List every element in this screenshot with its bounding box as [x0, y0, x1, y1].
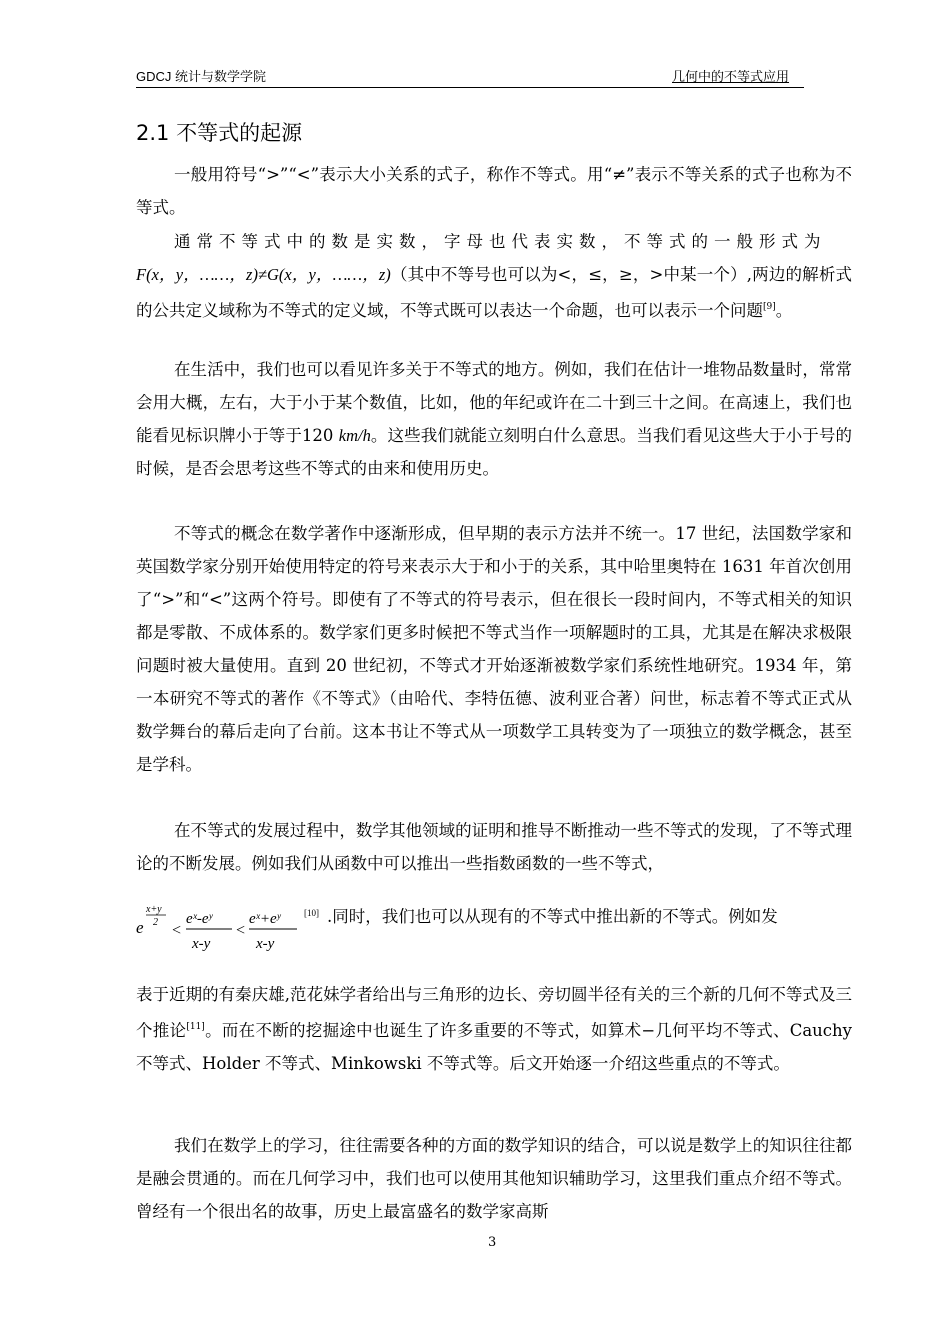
- citation-11: [11]: [186, 1022, 205, 1032]
- formula-exp-den: 2: [153, 917, 158, 928]
- formula-tail-text: .同时，我们也可以从现有的不等式中推出新的不等式。例如发: [327, 907, 778, 926]
- formula-base: e: [136, 918, 144, 937]
- paragraph-4: 不等式的概念在数学著作中逐渐形成，但早期的表示方法并不统一。17 世纪，法国数学家和英国数学家分别开始使用特定的符号来表示大于和小于的关系，其中哈里奥特在 1631 年首次创用了“>”和“<”这两个符号。即使有了不等式的符号表示，但在很长一段时间内，不等式相关的知识都是零散、不成体系的。数学家们更多时候把不等式当作一项解题时的工具，尤其是在解决求极限问题时被大量使用。直到 20 世纪初，不等式才开始逐渐被数学家们系统性地研究。1934 年，第一本研究不等式的著作《不等式》（由哈代、李特伍德、波利亚合著）问世，标志着不等式正式从数学舞台的幕后走向了台前。这本书让不等式从一项数学工具转变为了一项独立的数学概念，甚至是学科。: [136, 524, 852, 774]
- paragraph-2: [136, 225, 852, 327]
- header-left: GDCJ 统计与数学学院: [136, 69, 267, 84]
- formula-frac1-den: x-y: [192, 936, 211, 952]
- formula-frac2-num: eˣ+eʸ: [249, 911, 281, 927]
- formula-frac2-den: x-y: [256, 936, 275, 952]
- section-title: 2.1 不等式的起源: [136, 121, 303, 145]
- paragraph-6: [136, 978, 852, 1080]
- formula-lt-1: <: [171, 922, 182, 939]
- formula-frac1-num: eˣ-eʸ: [186, 911, 213, 927]
- formula-lt-2: <: [235, 922, 246, 939]
- citation-10: [10]: [304, 908, 319, 918]
- citation-9: [9]: [763, 302, 776, 312]
- paragraph-6-b: 。而在不断的挖掘途中也诞生了许多重要的不等式，如算术−几何平均不等式、Cauchy 不等式、Holder 不等式、Minkowski 不等式等。后文开始逐一介绍这些重点的不等式。: [136, 1021, 852, 1073]
- paragraph-2-line1: 通常不等式中的数是实数，字母也代表实数，不等式的一般形式为: [174, 232, 827, 251]
- formula-exp-num: x+y: [146, 904, 162, 915]
- speed-unit: km/h: [338, 426, 371, 445]
- paragraph-3: [136, 353, 852, 485]
- paragraph-3-a: 在生活中，我们也可以看见许多关于不等式的地方。例如，我们在估计一堆物品数量时，常常会用大概，左右，大于小于某个数值，比如，他的年纪或许在二十到三十之间。在高速上，我们也能看见标识牌小于等于120: [136, 360, 852, 445]
- formula-inline: F(x，y，……，z)≠G(x，y，……，z): [136, 265, 391, 284]
- paragraph-2-body: （其中不等号也可以为<，≤，≥，>中某一个）,两边的解析式的公共定义域称为不等式的定义域，不等式既可以表达一个命题，也可以表示一个问题: [136, 265, 852, 320]
- page-number: 3: [488, 1235, 497, 1250]
- paragraph-6-a: 表于近期的有秦庆雄,范花妹学者给出与三角形的边长、旁切圆半径有关的三个新的几何不等式及三个推论: [136, 985, 852, 1040]
- paragraph-2-end: 。: [775, 301, 793, 320]
- paragraph-5: 在不等式的发展过程中，数学其他领域的证明和推导不断推动一些不等式的发现，了不等式理论的不断发展。例如我们从函数中可以推出一些指数函数的一些不等式，: [136, 821, 852, 873]
- header-rule: [136, 87, 804, 88]
- paragraph-7: 我们在数学上的学习，往往需要各种的方面的数学知识的结合，可以说是数学上的知识往往都是融会贯通的。而在几何学习中，我们也可以使用其他知识辅助学习，这里我们重点介绍不等式。曾经有一个很出名的故事，历史上最富盛名的数学家高斯: [136, 1136, 852, 1221]
- formula-svg: [134, 900, 334, 960]
- paragraph-1: 一般用符号“>”“<”表示大小关系的式子，称作不等式。用“≠”表示不等关系的式子也称为不等式。: [136, 165, 852, 217]
- paragraph-3-b: 。这些我们就能立刻明白什么意思。当我们看见这些大于小于号的时候，是否会思考这些不等式的由来和使用历史。: [136, 426, 852, 478]
- header-right: 几何中的不等式应用: [672, 69, 790, 84]
